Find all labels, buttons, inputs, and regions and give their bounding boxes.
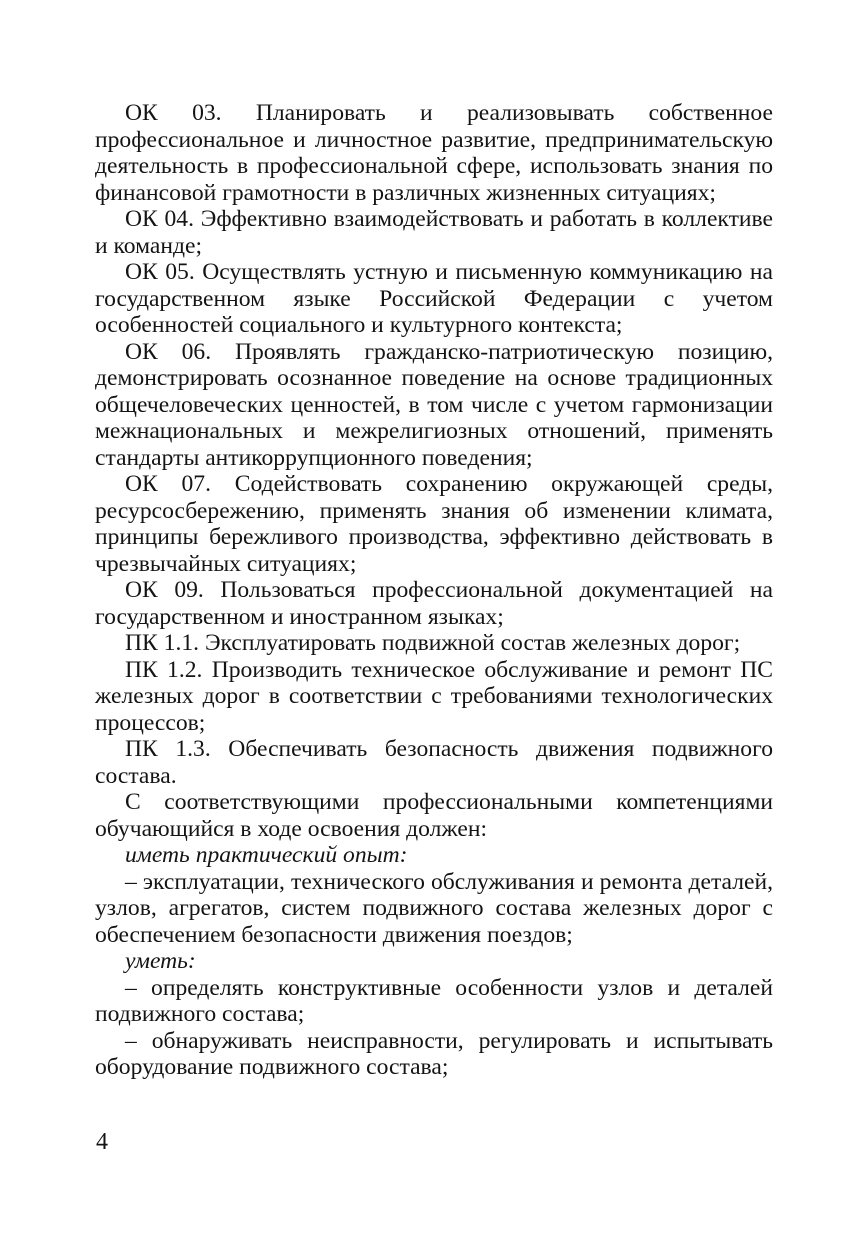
paragraph-ok-09: ОК 09. Пользоваться профессиональной документацией на государственном и иностранном языках; xyxy=(95,577,773,630)
paragraph-ok-04: ОК 04. Эффективно взаимодействовать и работать в коллективе и команде; xyxy=(95,206,773,259)
list-item-skill-fault-detection: – обнаруживать неисправности, регулировать и испытывать оборудование подвижного состава; xyxy=(95,1027,773,1080)
body-text xyxy=(95,100,773,1081)
heading-practical-experience: иметь практический опыт: xyxy=(125,842,408,868)
heading-skills: уметь: xyxy=(125,948,196,974)
paragraph-ok-05: ОК 05. Осуществлять устную и письменную коммуникацию на государственном языке Российской Федерации с учетом особенностей социального и культурного контекста; xyxy=(95,259,773,338)
paragraph-pk-1-1: ПК 1.1. Эксплуатировать подвижной состав железных дорог; xyxy=(125,630,741,656)
page-number: 4 xyxy=(96,1129,108,1155)
list-item-skill-design-features: – определять конструктивные особенности узлов и деталей подвижного состава; xyxy=(95,974,773,1027)
paragraph-ok-07: ОК 07. Содействовать сохранению окружающей среды, ресурсосбережению, применять знания об изменении климата, принципы бережливого производства, эффективно действовать в чрезвычайных ситуациях; xyxy=(95,471,773,577)
paragraph-pk-1-3: ПК 1.3. Обеспечивать безопасность движения подвижного состава. xyxy=(95,736,773,789)
paragraph-ok-06: ОК 06. Проявлять гражданско-патриотическую позицию, демонстрировать осознанное поведение на основе традиционных общечеловеческих ценностей, в том числе с учетом гармонизации межнациональных и межрелигиозных отношений, применять стандарты антикоррупционного поведения; xyxy=(95,338,773,471)
list-item-practical-experience: – эксплуатации, технического обслуживания и ремонта деталей, узлов, агрегатов, систем подвижного состава железных дорог с обеспечением безопасности движения поездов; xyxy=(95,868,773,948)
paragraph-ok-03: ОК 03. Планировать и реализовывать собственное профессиональное и личностное развитие, предпринимательскую деятельность в профессиональной сфере, использовать знания по финансовой грамотности в различных жизненных ситуациях; xyxy=(95,100,773,206)
paragraph-pk-1-2: ПК 1.2. Производить техническое обслуживание и ремонт ПС железных дорог в соответствии с требованиями технологических процессов; xyxy=(95,656,773,736)
paragraph-competencies-intro: С соответствующими профессиональными компетенциями обучающийся в ходе освоения должен: xyxy=(95,789,773,842)
